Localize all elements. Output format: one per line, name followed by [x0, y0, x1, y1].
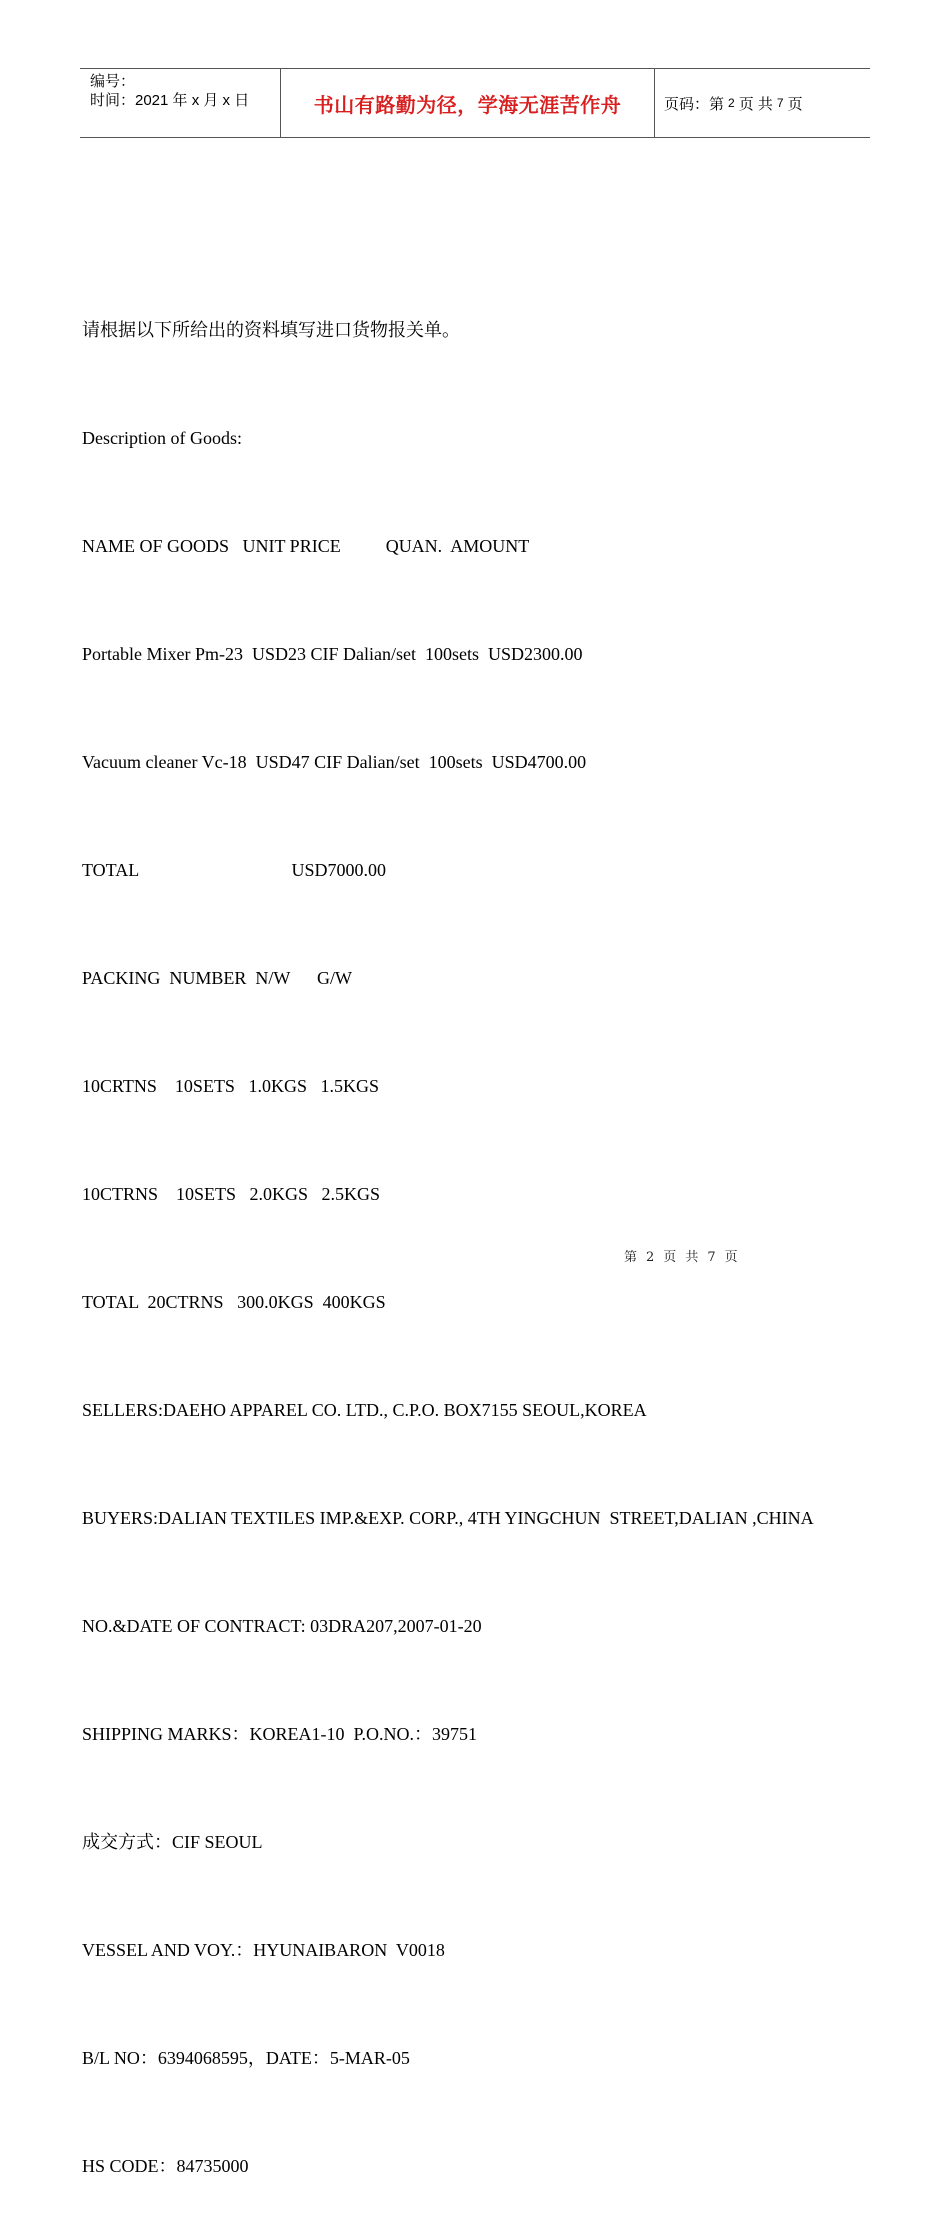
page-current: 2: [728, 96, 735, 110]
footer-mid2: 共: [685, 1250, 700, 1265]
goods-row: Vacuum cleaner Vc-18 USD47 CIF Dalian/set 100sets USD4700.00: [82, 752, 587, 772]
footer-total-pages: 7: [707, 1250, 717, 1265]
header-meta: [80, 69, 281, 137]
footer-suffix: 页: [724, 1250, 739, 1265]
bill-of-lading-line: B/L NO：6394068595，DATE：5-MAR-05: [82, 2048, 410, 2068]
packing-total: TOTAL 20CTRNS 300.0KGS 400KGS: [82, 1292, 386, 1312]
hs-code-line: HS CODE：84735000: [82, 2156, 249, 2176]
header-motto: 书山有路勤为径，学海无涯苦作舟: [281, 69, 655, 137]
page-total: 7: [776, 96, 784, 110]
page-mid: 页 共: [738, 95, 773, 113]
header-page-indicator: [655, 69, 870, 137]
transaction-terms-line: 成交方式：CIF SEOUL: [82, 1832, 263, 1852]
packing-row: 10CTRNS 10SETS 2.0KGS 2.5KGS: [82, 1184, 381, 1204]
footer-mid1: 页: [663, 1250, 678, 1265]
page-footer: [624, 1246, 747, 1265]
vessel-line: VESSEL AND VOY.：HYUNAIBARON V0018: [82, 1940, 445, 1960]
shipping-marks-line: SHIPPING MARKS：KOREA1-10 P.O.NO.：39751: [82, 1724, 478, 1744]
page-header: [80, 68, 870, 138]
document-body: [82, 240, 912, 2220]
packing-row: 10CRTNS 10SETS 1.0KGS 1.5KGS: [82, 1076, 379, 1096]
instruction-line: 请根据以下所给出的资料填写进口货物报关单。: [82, 320, 460, 340]
packing-header: PACKING NUMBER N/W G/W: [82, 968, 353, 988]
page-suffix: 页: [787, 95, 803, 113]
page-prefix: 页码：第: [664, 95, 725, 113]
document-number-label: 编号：: [90, 73, 136, 90]
goods-total: TOTAL USD7000.00: [82, 860, 387, 880]
buyers-line: BUYERS:DALIAN TEXTILES IMP.&EXP. CORP., 4TH YINGCHUN STREET,DALIAN ,CHINA: [82, 1508, 814, 1528]
contract-line: NO.&DATE OF CONTRACT: 03DRA207,2007-01-20: [82, 1616, 482, 1636]
goods-row: Portable Mixer Pm-23 USD23 CIF Dalian/set 100sets USD2300.00: [82, 644, 583, 664]
goods-table-header: NAME OF GOODS UNIT PRICE QUAN. AMOUNT: [82, 536, 530, 556]
goods-description-heading: Description of Goods:: [82, 428, 242, 448]
document-time-label: 时间：2021 年 x 月 x 日: [90, 92, 250, 109]
footer-current-page: 2: [646, 1250, 656, 1265]
sellers-line: SELLERS:DAEHO APPAREL CO. LTD., C.P.O. BOX7155 SEOUL,KOREA: [82, 1400, 647, 1420]
footer-prefix: 第: [624, 1250, 639, 1265]
